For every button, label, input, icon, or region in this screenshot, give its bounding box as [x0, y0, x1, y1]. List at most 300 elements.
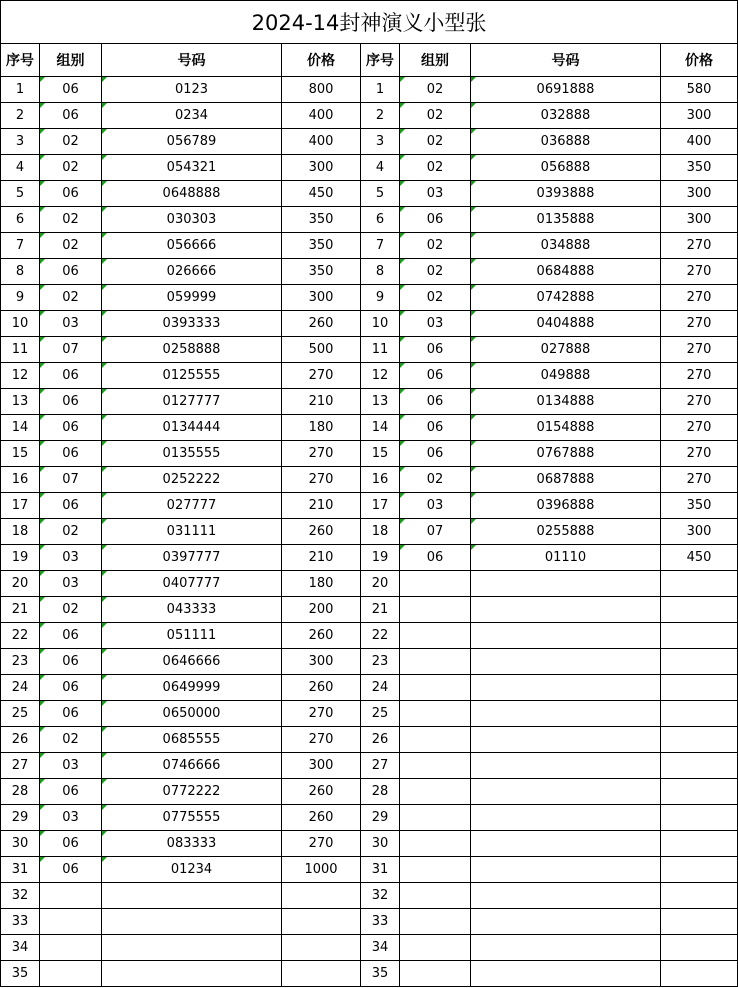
seq-cell-left[interactable]: 9 [1, 285, 40, 311]
code-cell-right[interactable] [471, 701, 661, 727]
code-cell-left[interactable] [102, 883, 282, 909]
price-cell-right[interactable]: 270 [661, 259, 738, 285]
seq-cell-left[interactable]: 4 [1, 155, 40, 181]
seq-cell-right[interactable]: 15 [361, 441, 400, 467]
seq-cell-right[interactable]: 17 [361, 493, 400, 519]
group-cell-right[interactable] [400, 779, 471, 805]
group-cell-left[interactable]: 06 [40, 623, 102, 649]
code-cell-left[interactable]: 054321 [102, 155, 282, 181]
code-cell-right[interactable]: 034888 [471, 233, 661, 259]
seq-cell-left[interactable]: 5 [1, 181, 40, 207]
seq-cell-left[interactable]: 17 [1, 493, 40, 519]
group-cell-right[interactable]: 02 [400, 233, 471, 259]
price-cell-left[interactable]: 270 [282, 467, 361, 493]
seq-cell-right[interactable]: 33 [361, 909, 400, 935]
price-cell-left[interactable]: 350 [282, 259, 361, 285]
price-cell-right[interactable] [661, 805, 738, 831]
price-cell-left[interactable]: 300 [282, 753, 361, 779]
group-cell-right[interactable]: 03 [400, 493, 471, 519]
seq-cell-right[interactable]: 8 [361, 259, 400, 285]
group-cell-right[interactable] [400, 805, 471, 831]
seq-cell-left[interactable]: 26 [1, 727, 40, 753]
code-cell-left[interactable]: 0650000 [102, 701, 282, 727]
price-cell-left[interactable]: 180 [282, 415, 361, 441]
group-cell-right[interactable] [400, 831, 471, 857]
group-cell-left[interactable]: 06 [40, 363, 102, 389]
code-cell-left[interactable]: 0252222 [102, 467, 282, 493]
group-cell-right[interactable]: 02 [400, 467, 471, 493]
seq-cell-right[interactable]: 7 [361, 233, 400, 259]
code-cell-right[interactable] [471, 597, 661, 623]
price-cell-left[interactable]: 210 [282, 545, 361, 571]
group-cell-right[interactable]: 06 [400, 207, 471, 233]
seq-cell-right[interactable]: 14 [361, 415, 400, 441]
group-cell-left[interactable]: 03 [40, 571, 102, 597]
group-cell-right[interactable]: 06 [400, 415, 471, 441]
code-cell-left[interactable]: 0393333 [102, 311, 282, 337]
seq-cell-right[interactable]: 1 [361, 77, 400, 103]
group-cell-left[interactable]: 06 [40, 77, 102, 103]
group-cell-right[interactable] [400, 623, 471, 649]
price-cell-left[interactable]: 270 [282, 727, 361, 753]
code-cell-left[interactable]: 01234 [102, 857, 282, 883]
seq-cell-right[interactable]: 26 [361, 727, 400, 753]
group-cell-right[interactable]: 06 [400, 337, 471, 363]
code-cell-right[interactable]: 0742888 [471, 285, 661, 311]
table-row [1, 649, 738, 675]
price-cell-left[interactable]: 270 [282, 831, 361, 857]
seq-cell-left[interactable]: 12 [1, 363, 40, 389]
seq-cell-right[interactable]: 28 [361, 779, 400, 805]
group-cell-left[interactable] [40, 935, 102, 961]
seq-cell-left[interactable]: 21 [1, 597, 40, 623]
group-cell-left[interactable]: 03 [40, 753, 102, 779]
seq-cell-left[interactable]: 6 [1, 207, 40, 233]
group-cell-right[interactable]: 06 [400, 441, 471, 467]
price-cell-left[interactable]: 210 [282, 389, 361, 415]
price-cell-right[interactable]: 270 [661, 389, 738, 415]
table-row [1, 77, 738, 103]
code-cell-left[interactable]: 0746666 [102, 753, 282, 779]
group-cell-right[interactable]: 02 [400, 285, 471, 311]
group-cell-left[interactable]: 03 [40, 805, 102, 831]
seq-cell-right[interactable]: 18 [361, 519, 400, 545]
code-cell-left[interactable]: 0135555 [102, 441, 282, 467]
group-cell-right[interactable] [400, 649, 471, 675]
price-cell-left[interactable]: 210 [282, 493, 361, 519]
seq-cell-right[interactable]: 6 [361, 207, 400, 233]
group-cell-left[interactable]: 06 [40, 701, 102, 727]
seq-cell-left[interactable]: 35 [1, 961, 40, 987]
seq-cell-right[interactable]: 34 [361, 935, 400, 961]
seq-cell-left[interactable]: 33 [1, 909, 40, 935]
code-cell-left[interactable]: 056666 [102, 233, 282, 259]
group-cell-right[interactable] [400, 935, 471, 961]
price-cell-right[interactable]: 270 [661, 233, 738, 259]
group-cell-left[interactable]: 02 [40, 155, 102, 181]
price-cell-right[interactable] [661, 857, 738, 883]
price-cell-left[interactable]: 300 [282, 285, 361, 311]
header-price-left[interactable]: 价格 [282, 44, 361, 77]
price-cell-left[interactable]: 270 [282, 701, 361, 727]
code-cell-right[interactable] [471, 753, 661, 779]
table-row [1, 623, 738, 649]
code-cell-right[interactable]: 049888 [471, 363, 661, 389]
seq-cell-left[interactable]: 3 [1, 129, 40, 155]
group-cell-left[interactable]: 06 [40, 649, 102, 675]
group-cell-left[interactable]: 02 [40, 727, 102, 753]
group-cell-right[interactable]: 03 [400, 311, 471, 337]
price-cell-right[interactable] [661, 701, 738, 727]
price-cell-right[interactable]: 300 [661, 103, 738, 129]
code-cell-right[interactable]: 0396888 [471, 493, 661, 519]
code-cell-right[interactable]: 0404888 [471, 311, 661, 337]
code-cell-left[interactable]: 0648888 [102, 181, 282, 207]
header-group-left[interactable]: 组别 [40, 44, 102, 77]
code-cell-left[interactable]: 0775555 [102, 805, 282, 831]
code-cell-left[interactable]: 0646666 [102, 649, 282, 675]
seq-cell-left[interactable]: 25 [1, 701, 40, 727]
price-cell-left[interactable]: 260 [282, 675, 361, 701]
seq-cell-right[interactable]: 11 [361, 337, 400, 363]
seq-cell-left[interactable]: 24 [1, 675, 40, 701]
price-cell-right[interactable] [661, 675, 738, 701]
price-cell-left[interactable] [282, 883, 361, 909]
seq-cell-left[interactable]: 14 [1, 415, 40, 441]
seq-cell-right[interactable]: 31 [361, 857, 400, 883]
price-cell-right[interactable]: 270 [661, 441, 738, 467]
group-cell-right[interactable] [400, 753, 471, 779]
code-cell-left[interactable]: 030303 [102, 207, 282, 233]
group-cell-right[interactable]: 02 [400, 77, 471, 103]
group-cell-right[interactable]: 02 [400, 155, 471, 181]
table-row [1, 883, 738, 909]
header-group-right[interactable]: 组别 [400, 44, 471, 77]
group-cell-left[interactable]: 03 [40, 311, 102, 337]
code-cell-right[interactable] [471, 649, 661, 675]
seq-cell-left[interactable]: 1 [1, 77, 40, 103]
price-cell-right[interactable] [661, 779, 738, 805]
price-cell-left[interactable]: 180 [282, 571, 361, 597]
code-cell-left[interactable]: 0397777 [102, 545, 282, 571]
header-seq-right[interactable]: 序号 [361, 44, 400, 77]
seq-cell-left[interactable]: 27 [1, 753, 40, 779]
seq-cell-left[interactable]: 22 [1, 623, 40, 649]
code-cell-right[interactable]: 01110 [471, 545, 661, 571]
seq-cell-right[interactable]: 22 [361, 623, 400, 649]
code-cell-right[interactable]: 0684888 [471, 259, 661, 285]
group-cell-left[interactable]: 06 [40, 831, 102, 857]
group-cell-right[interactable]: 07 [400, 519, 471, 545]
price-cell-right[interactable]: 300 [661, 519, 738, 545]
seq-cell-left[interactable]: 2 [1, 103, 40, 129]
group-cell-right[interactable]: 03 [400, 181, 471, 207]
group-cell-left[interactable]: 06 [40, 103, 102, 129]
seq-cell-left[interactable]: 19 [1, 545, 40, 571]
code-cell-right[interactable]: 0687888 [471, 467, 661, 493]
group-cell-right[interactable] [400, 571, 471, 597]
group-cell-left[interactable]: 06 [40, 493, 102, 519]
group-cell-left[interactable]: 06 [40, 857, 102, 883]
price-cell-left[interactable]: 450 [282, 181, 361, 207]
group-cell-left[interactable] [40, 961, 102, 987]
seq-cell-right[interactable]: 24 [361, 675, 400, 701]
code-cell-right[interactable]: 032888 [471, 103, 661, 129]
group-cell-right[interactable] [400, 727, 471, 753]
table-row [1, 467, 738, 493]
code-cell-right[interactable] [471, 961, 661, 987]
group-cell-left[interactable]: 06 [40, 441, 102, 467]
group-cell-left[interactable] [40, 909, 102, 935]
price-cell-left[interactable] [282, 935, 361, 961]
price-cell-left[interactable]: 260 [282, 779, 361, 805]
code-cell-right[interactable] [471, 831, 661, 857]
group-cell-right[interactable]: 06 [400, 545, 471, 571]
group-cell-left[interactable]: 06 [40, 389, 102, 415]
seq-cell-right[interactable]: 12 [361, 363, 400, 389]
code-cell-right[interactable] [471, 935, 661, 961]
seq-cell-right[interactable]: 5 [361, 181, 400, 207]
seq-cell-right[interactable]: 30 [361, 831, 400, 857]
seq-cell-right[interactable]: 13 [361, 389, 400, 415]
code-cell-right[interactable] [471, 779, 661, 805]
group-cell-right[interactable] [400, 909, 471, 935]
price-cell-left[interactable]: 400 [282, 103, 361, 129]
table-row [1, 311, 738, 337]
price-cell-left[interactable] [282, 961, 361, 987]
group-cell-left[interactable]: 02 [40, 519, 102, 545]
code-cell-right[interactable]: 0134888 [471, 389, 661, 415]
group-cell-left[interactable]: 03 [40, 545, 102, 571]
sheet-title[interactable]: 2024-14封神演义小型张 [1, 1, 738, 44]
code-cell-right[interactable]: 036888 [471, 129, 661, 155]
group-cell-left[interactable]: 02 [40, 233, 102, 259]
seq-cell-right[interactable]: 35 [361, 961, 400, 987]
code-cell-right[interactable] [471, 857, 661, 883]
group-cell-left[interactable]: 06 [40, 675, 102, 701]
group-cell-right[interactable] [400, 701, 471, 727]
group-cell-right[interactable]: 02 [400, 129, 471, 155]
code-cell-right[interactable] [471, 909, 661, 935]
seq-cell-right[interactable]: 9 [361, 285, 400, 311]
price-cell-right[interactable]: 270 [661, 337, 738, 363]
price-cell-left[interactable]: 400 [282, 129, 361, 155]
code-cell-left[interactable]: 0123 [102, 77, 282, 103]
group-cell-left[interactable]: 02 [40, 597, 102, 623]
group-cell-left[interactable]: 02 [40, 129, 102, 155]
code-cell-left[interactable]: 051111 [102, 623, 282, 649]
seq-cell-left[interactable]: 13 [1, 389, 40, 415]
price-cell-right[interactable]: 270 [661, 363, 738, 389]
table-row [1, 415, 738, 441]
price-cell-right[interactable]: 270 [661, 415, 738, 441]
group-cell-left[interactable]: 07 [40, 337, 102, 363]
price-cell-right[interactable]: 270 [661, 311, 738, 337]
price-cell-right[interactable] [661, 571, 738, 597]
seq-cell-right[interactable]: 32 [361, 883, 400, 909]
code-cell-left[interactable]: 043333 [102, 597, 282, 623]
code-cell-left[interactable]: 0685555 [102, 727, 282, 753]
code-cell-left[interactable]: 0649999 [102, 675, 282, 701]
code-cell-left[interactable]: 083333 [102, 831, 282, 857]
price-cell-left[interactable]: 800 [282, 77, 361, 103]
group-cell-right[interactable] [400, 675, 471, 701]
group-cell-left[interactable]: 02 [40, 207, 102, 233]
price-cell-left[interactable]: 270 [282, 363, 361, 389]
price-cell-left[interactable]: 300 [282, 155, 361, 181]
price-cell-left[interactable]: 1000 [282, 857, 361, 883]
code-cell-right[interactable] [471, 675, 661, 701]
code-cell-left[interactable]: 0407777 [102, 571, 282, 597]
group-cell-left[interactable] [40, 883, 102, 909]
seq-cell-left[interactable]: 23 [1, 649, 40, 675]
table-row [1, 935, 738, 961]
code-cell-right[interactable]: 056888 [471, 155, 661, 181]
price-cell-right[interactable] [661, 753, 738, 779]
code-cell-right[interactable]: 0767888 [471, 441, 661, 467]
table-row [1, 493, 738, 519]
code-cell-left[interactable]: 0134444 [102, 415, 282, 441]
price-cell-right[interactable]: 300 [661, 181, 738, 207]
seq-cell-left[interactable]: 28 [1, 779, 40, 805]
seq-cell-right[interactable]: 29 [361, 805, 400, 831]
group-cell-left[interactable]: 06 [40, 779, 102, 805]
code-cell-left[interactable]: 027777 [102, 493, 282, 519]
seq-cell-right[interactable]: 4 [361, 155, 400, 181]
seq-cell-right[interactable]: 3 [361, 129, 400, 155]
price-cell-right[interactable]: 300 [661, 207, 738, 233]
code-cell-right[interactable] [471, 805, 661, 831]
price-cell-right[interactable] [661, 909, 738, 935]
code-cell-right[interactable] [471, 571, 661, 597]
price-cell-right[interactable] [661, 623, 738, 649]
group-cell-right[interactable]: 02 [400, 259, 471, 285]
seq-cell-left[interactable]: 16 [1, 467, 40, 493]
code-cell-left[interactable]: 0127777 [102, 389, 282, 415]
seq-cell-right[interactable]: 19 [361, 545, 400, 571]
group-cell-left[interactable]: 02 [40, 285, 102, 311]
price-cell-right[interactable] [661, 935, 738, 961]
code-cell-right[interactable]: 0393888 [471, 181, 661, 207]
code-cell-left[interactable] [102, 961, 282, 987]
header-code-left[interactable]: 号码 [102, 44, 282, 77]
group-cell-right[interactable] [400, 883, 471, 909]
seq-cell-left[interactable]: 15 [1, 441, 40, 467]
code-cell-left[interactable]: 059999 [102, 285, 282, 311]
seq-cell-right[interactable]: 20 [361, 571, 400, 597]
price-cell-right[interactable]: 350 [661, 493, 738, 519]
code-cell-left[interactable]: 031111 [102, 519, 282, 545]
price-cell-left[interactable]: 260 [282, 805, 361, 831]
code-cell-left[interactable]: 0125555 [102, 363, 282, 389]
group-cell-right[interactable]: 06 [400, 389, 471, 415]
price-cell-left[interactable]: 260 [282, 519, 361, 545]
seq-cell-left[interactable]: 20 [1, 571, 40, 597]
code-cell-left[interactable]: 056789 [102, 129, 282, 155]
group-cell-left[interactable]: 06 [40, 259, 102, 285]
price-cell-left[interactable]: 260 [282, 311, 361, 337]
seq-cell-left[interactable]: 30 [1, 831, 40, 857]
price-cell-right[interactable]: 350 [661, 155, 738, 181]
price-cell-left[interactable]: 260 [282, 623, 361, 649]
header-seq-left[interactable]: 序号 [1, 44, 40, 77]
price-cell-left[interactable]: 270 [282, 441, 361, 467]
group-cell-right[interactable]: 02 [400, 103, 471, 129]
price-cell-right[interactable]: 270 [661, 285, 738, 311]
code-cell-right[interactable]: 0135888 [471, 207, 661, 233]
title-row [1, 1, 738, 44]
price-cell-right[interactable] [661, 597, 738, 623]
seq-cell-left[interactable]: 10 [1, 311, 40, 337]
seq-cell-left[interactable]: 34 [1, 935, 40, 961]
code-cell-left[interactable] [102, 935, 282, 961]
seq-cell-left[interactable]: 29 [1, 805, 40, 831]
price-cell-right[interactable]: 450 [661, 545, 738, 571]
price-cell-right[interactable] [661, 727, 738, 753]
code-cell-right[interactable]: 0154888 [471, 415, 661, 441]
seq-cell-right[interactable]: 2 [361, 103, 400, 129]
price-cell-right[interactable] [661, 961, 738, 987]
seq-cell-left[interactable]: 31 [1, 857, 40, 883]
code-cell-left[interactable]: 0772222 [102, 779, 282, 805]
price-cell-right[interactable]: 400 [661, 129, 738, 155]
seq-cell-right[interactable]: 16 [361, 467, 400, 493]
group-cell-left[interactable]: 06 [40, 181, 102, 207]
seq-cell-left[interactable]: 18 [1, 519, 40, 545]
code-cell-left[interactable]: 0258888 [102, 337, 282, 363]
table-row [1, 597, 738, 623]
seq-cell-left[interactable]: 8 [1, 259, 40, 285]
code-cell-right[interactable]: 0691888 [471, 77, 661, 103]
group-cell-right[interactable] [400, 961, 471, 987]
group-cell-right[interactable] [400, 597, 471, 623]
price-cell-left[interactable]: 350 [282, 233, 361, 259]
price-cell-right[interactable] [661, 649, 738, 675]
seq-cell-right[interactable]: 23 [361, 649, 400, 675]
price-cell-left[interactable]: 300 [282, 649, 361, 675]
header-price-right[interactable]: 价格 [661, 44, 738, 77]
seq-cell-right[interactable]: 21 [361, 597, 400, 623]
group-cell-left[interactable]: 07 [40, 467, 102, 493]
group-cell-right[interactable] [400, 857, 471, 883]
group-cell-right[interactable]: 06 [400, 363, 471, 389]
seq-cell-left[interactable]: 11 [1, 337, 40, 363]
price-cell-left[interactable]: 500 [282, 337, 361, 363]
code-cell-left[interactable]: 026666 [102, 259, 282, 285]
code-cell-right[interactable] [471, 727, 661, 753]
seq-cell-left[interactable]: 32 [1, 883, 40, 909]
code-cell-right[interactable]: 0255888 [471, 519, 661, 545]
code-cell-right[interactable]: 027888 [471, 337, 661, 363]
group-cell-left[interactable]: 06 [40, 415, 102, 441]
seq-cell-right[interactable]: 25 [361, 701, 400, 727]
code-cell-left[interactable] [102, 909, 282, 935]
price-cell-left[interactable] [282, 909, 361, 935]
code-cell-left[interactable]: 0234 [102, 103, 282, 129]
seq-cell-left[interactable]: 7 [1, 233, 40, 259]
price-cell-right[interactable]: 580 [661, 77, 738, 103]
price-cell-right[interactable] [661, 883, 738, 909]
price-cell-left[interactable]: 350 [282, 207, 361, 233]
price-cell-right[interactable]: 270 [661, 467, 738, 493]
price-cell-right[interactable] [661, 831, 738, 857]
seq-cell-right[interactable]: 27 [361, 753, 400, 779]
price-cell-left[interactable]: 200 [282, 597, 361, 623]
code-cell-right[interactable] [471, 883, 661, 909]
seq-cell-right[interactable]: 10 [361, 311, 400, 337]
header-code-right[interactable]: 号码 [471, 44, 661, 77]
code-cell-right[interactable] [471, 623, 661, 649]
